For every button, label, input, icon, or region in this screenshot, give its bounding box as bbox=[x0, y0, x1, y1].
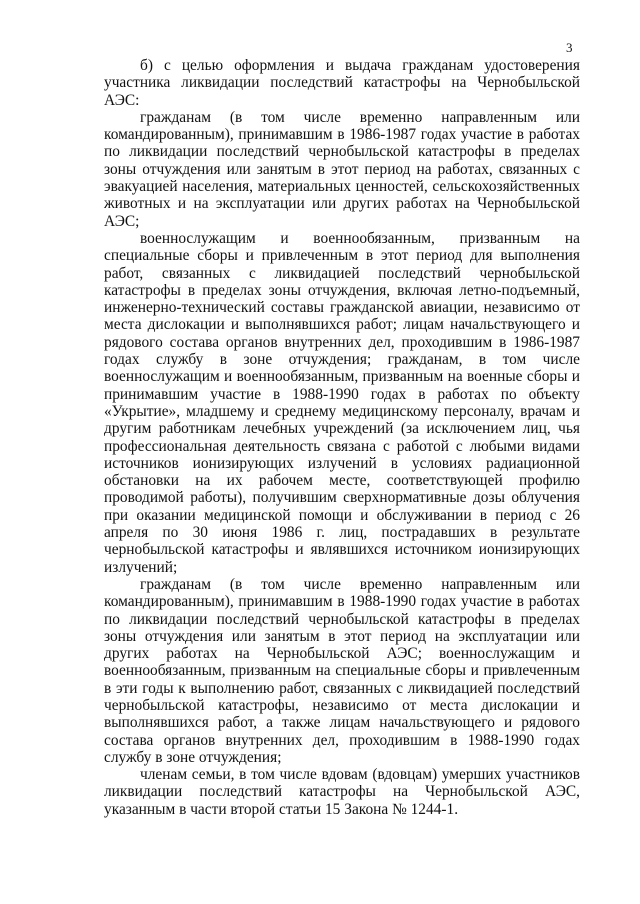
paragraph-family-members: членам семьи, в том числе вдовам (вдовцам) умерших участников ликвидации последствий катастрофы на Чернобыльской АЭС, указанным в части второй статьи 15 Закона № 1244-1. bbox=[104, 766, 580, 818]
paragraph-citizens-1986-1987: гражданам (в том числе временно направленным или командированным), принимавшим в 1986-1987 годах участие в работах по ликвидации последствий чернобыльской катастрофы в пределах зоны отчуждения или занятым в этот период на работах, связанных с эвакуацией населения, материальных ценностей, сельскохозяйственных животных и на эксплуатации или других работах на Чернобыльской АЭС; bbox=[104, 108, 580, 230]
paragraph-citizens-1988-1990: гражданам (в том числе временно направленным или командированным), принимавшим в 1988-1990 годах участие в работах по ликвидации последствий чернобыльской катастрофы в пределах зоны отчуждения или занятым в этот период на эксплуатации или других работах на Чернобыльской АЭС; военнослужащим и военнообязанным, призванным на специальные сборы и привлеченным в эти годы к выполнению работ, связанных с ликвидацией последствий чернобыльской катастрофы, независимо от места дислокации и выполнявшихся работ, а также лицам начальствующего и рядового состава органов внутренних дел, проходившим в 1988-1990 годах службу в зоне отчуждения; bbox=[104, 575, 580, 766]
paragraph-intro: б) с целью оформления и выдача гражданам удостоверения участника ликвидации последствий катастрофы на Чернобыльской АЭС: bbox=[104, 57, 580, 109]
page-number: 3 bbox=[566, 40, 573, 55]
paragraph-military-personnel: военнослужащим и военнообязанным, призванным на специальные сборы и привлеченным в этот период для выполнения работ, связанных с ликвидацией последствий чернобыльской катастрофы в пределах зоны отчуждения, включая летно-подъемный, инженерно-технический составы гражданской авиации, независимо от места дислокации и выполнявшихся работ; лицам начальствующего и рядового состава органов внутренних дел, проходившим в 1986-1987 годах службу в зоне отчуждения; гражданам, в том числе военнослужащим и военнообязанным, призванным на военные сборы и принимавшим участие в 1988-1990 годах в работах по объекту «Укрытие», младшему и среднему медицинскому персоналу, врачам и другим работникам лечебных учреждений (за исключением лиц, чья профессиональная деятельность связана с работой с любыми видами источников ионизирующих излучений в условиях радиационной обстановки на их рабочем месте, соответствующей профилю проводимой работы), получившим сверхнормативные дозы облучения при оказании медицинской помощи и обслуживании в период с 26 апреля по 30 июня 1986 г. лиц, пострадавших в результате чернобыльской катастрофы и являвшихся источником ионизирующих излучений; bbox=[104, 229, 580, 576]
document-body bbox=[104, 57, 580, 818]
